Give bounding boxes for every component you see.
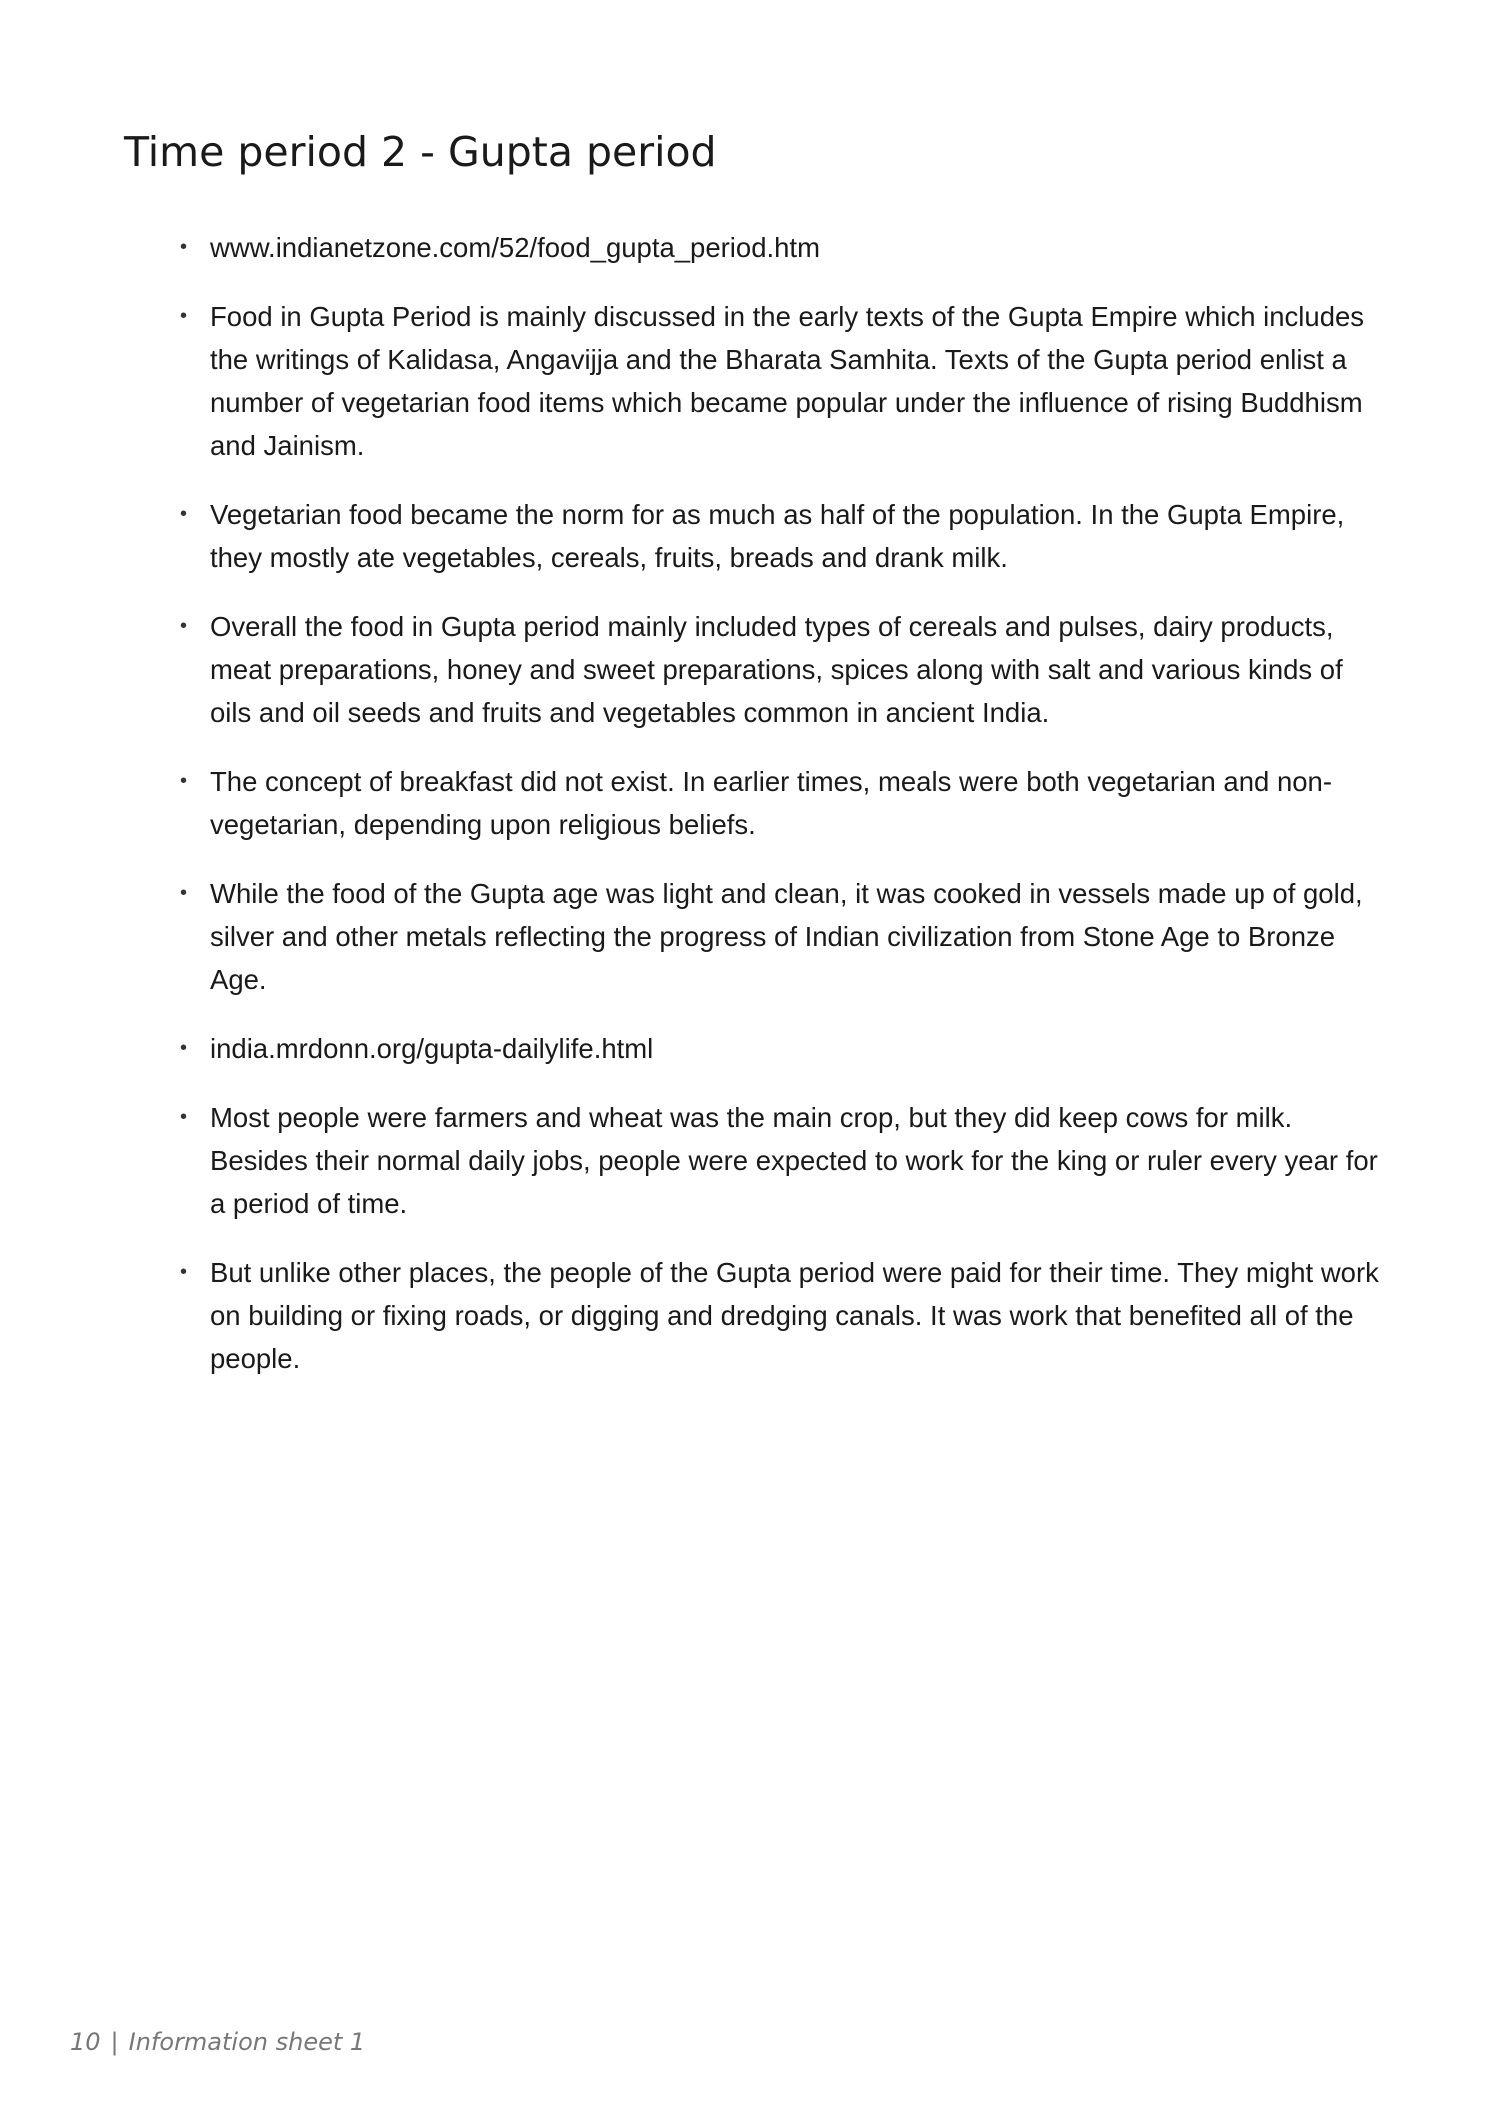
bullet-icon: • xyxy=(180,1106,188,1128)
footer-separator: | xyxy=(110,2028,119,2056)
list-item-text: Overall the food in Gupta period mainly included types of cereals and pulses, dairy products, meat preparations, honey and sweet preparations, spices along with salt and various kinds of oils and oil seeds and fruits and vegetables common in ancient India. xyxy=(210,611,1343,728)
page-footer xyxy=(70,2028,365,2056)
list-item-text: But unlike other places, the people of the Gupta period were paid for their time. They might work on building or fixing roads, or digging and dredging canals. It was work that benefited all of the people. xyxy=(210,1257,1379,1374)
bullet-icon: • xyxy=(180,615,188,637)
list-item-text: Vegetarian food became the norm for as much as half of the population. In the Gupta Empire, they mostly ate vegetables, cereals, fruits, breads and drank milk. xyxy=(210,499,1345,573)
bullet-icon: • xyxy=(180,1037,188,1059)
page-number: 10 xyxy=(70,2028,101,2056)
list-item xyxy=(180,1251,1390,1380)
bullet-icon: • xyxy=(180,503,188,525)
list-item-text: www.indianetzone.com/52/food_gupta_period.htm xyxy=(210,232,820,263)
bullet-icon: • xyxy=(180,305,188,327)
section-label: Information sheet 1 xyxy=(128,2028,366,2056)
list-item-text: The concept of breakfast did not exist. In earlier times, meals were both vegetarian and non-vegetarian, depending upon religious beliefs. xyxy=(210,766,1332,840)
bullet-icon: • xyxy=(180,770,188,792)
bullet-list xyxy=(180,226,1390,1406)
list-item xyxy=(180,872,1390,1001)
list-item-url-indianetzone xyxy=(180,226,1390,269)
list-item xyxy=(180,493,1390,579)
list-item-text: india.mrdonn.org/gupta-dailylife.html xyxy=(210,1033,654,1064)
list-item xyxy=(180,295,1390,467)
list-item-text: Most people were farmers and wheat was the main crop, but they did keep cows for milk. Besides their normal daily jobs, people were expected to work for the king or ruler every year for a period of time. xyxy=(210,1102,1378,1219)
bullet-icon: • xyxy=(180,1261,188,1283)
list-item-text: Food in Gupta Period is mainly discussed in the early texts of the Gupta Empire which includes the writings of Kalidasa, Angavijja and the Bharata Samhita. Texts of the Gupta period enlist a number of vegetarian food items which became popular under the influence of rising Buddhism and Jainism. xyxy=(210,301,1365,461)
list-item xyxy=(180,760,1390,846)
list-item xyxy=(180,605,1390,734)
list-item-text: While the food of the Gupta age was light and clean, it was cooked in vessels made up of gold, silver and other metals reflecting the progress of Indian civilization from Stone Age to Bronze Age. xyxy=(210,878,1363,995)
page-title: Time period 2 - Gupta period xyxy=(124,128,717,176)
list-item-url-mrdonn xyxy=(180,1027,1390,1070)
bullet-icon: • xyxy=(180,236,188,258)
bullet-icon: • xyxy=(180,882,188,904)
list-item xyxy=(180,1096,1390,1225)
